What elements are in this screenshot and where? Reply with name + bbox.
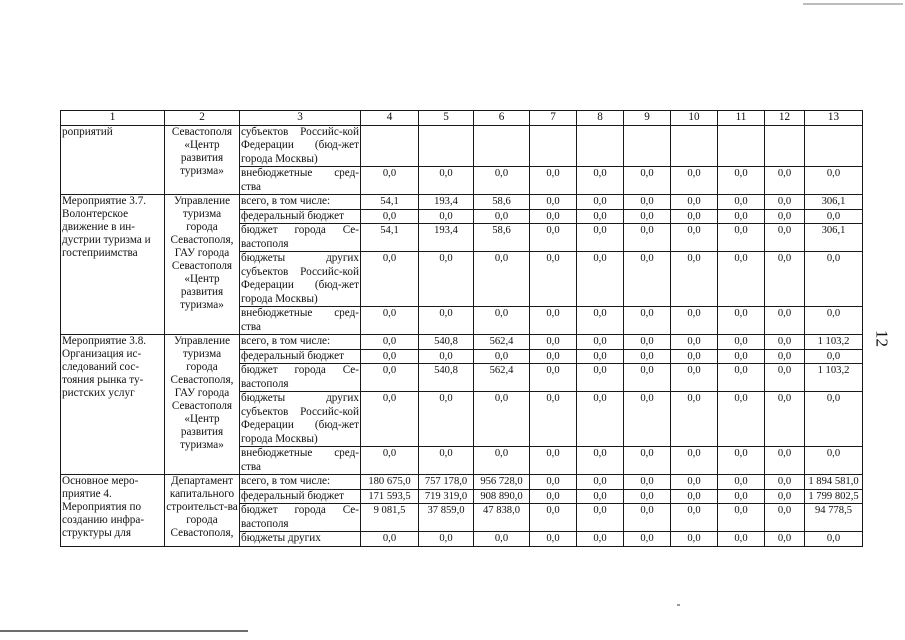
year-value-cell bbox=[474, 125, 530, 167]
year-value-cell: 0,0 bbox=[530, 489, 577, 504]
year-value-cell: 0,0 bbox=[577, 504, 624, 532]
year-value-cell: 0,0 bbox=[577, 364, 624, 392]
year-value-cell: 0,0 bbox=[765, 209, 805, 224]
year-value-cell: 719 319,0 bbox=[419, 489, 474, 504]
col-header: 13 bbox=[805, 111, 863, 126]
col-header: 9 bbox=[624, 111, 671, 126]
col-header: 6 bbox=[474, 111, 530, 126]
year-value-cell: 0,0 bbox=[718, 209, 765, 224]
year-value-cell: 0,0 bbox=[765, 307, 805, 335]
total-value-cell: 0,0 bbox=[805, 392, 863, 447]
year-value-cell: 0,0 bbox=[718, 195, 765, 210]
year-value-cell bbox=[419, 125, 474, 167]
year-value-cell: 0,0 bbox=[718, 447, 765, 475]
year-value-cell: 0,0 bbox=[577, 167, 624, 195]
year-value-cell: 0,0 bbox=[361, 252, 419, 307]
year-value-cell: 0,0 bbox=[577, 195, 624, 210]
year-value-cell: 540,8 bbox=[419, 335, 474, 350]
year-value-cell: 757 178,0 bbox=[419, 475, 474, 490]
year-value-cell: 0,0 bbox=[624, 489, 671, 504]
year-value-cell: 37 859,0 bbox=[419, 504, 474, 532]
top-edge-mark bbox=[803, 3, 903, 5]
year-value-cell: 0,0 bbox=[718, 224, 765, 252]
event-name-cell: роприятий bbox=[61, 125, 165, 195]
year-value-cell bbox=[530, 125, 577, 167]
funding-source-cell: бюджет города Се-вастополя bbox=[241, 504, 359, 530]
col-header: 1 bbox=[61, 111, 165, 126]
year-value-cell: 0,0 bbox=[624, 364, 671, 392]
total-value-cell: 0,0 bbox=[805, 307, 863, 335]
year-value-cell: 0,0 bbox=[577, 447, 624, 475]
year-value-cell: 0,0 bbox=[765, 364, 805, 392]
year-value-cell: 0,0 bbox=[624, 335, 671, 350]
col-header: 11 bbox=[718, 111, 765, 126]
year-value-cell: 0,0 bbox=[765, 167, 805, 195]
total-value-cell: 0,0 bbox=[805, 252, 863, 307]
executor-cell: Управление туризма города Севастополя, ГАУ города Севастополя «Центр развития туризма» bbox=[165, 195, 240, 335]
year-value-cell: 0,0 bbox=[474, 532, 530, 547]
year-value-cell: 0,0 bbox=[577, 307, 624, 335]
year-value-cell: 0,0 bbox=[361, 392, 419, 447]
year-value-cell: 0,0 bbox=[474, 307, 530, 335]
year-value-cell: 0,0 bbox=[577, 392, 624, 447]
year-value-cell: 0,0 bbox=[765, 392, 805, 447]
year-value-cell: 0,0 bbox=[474, 209, 530, 224]
col-header: 8 bbox=[577, 111, 624, 126]
year-value-cell: 0,0 bbox=[765, 335, 805, 350]
year-value-cell: 0,0 bbox=[671, 335, 718, 350]
year-value-cell: 0,0 bbox=[474, 349, 530, 364]
year-value-cell: 0,0 bbox=[474, 252, 530, 307]
year-value-cell bbox=[765, 125, 805, 167]
year-value-cell bbox=[624, 125, 671, 167]
total-value-cell: 0,0 bbox=[805, 167, 863, 195]
funding-source-cell: федеральный бюджет bbox=[240, 209, 361, 224]
year-value-cell: 0,0 bbox=[530, 532, 577, 547]
year-value-cell: 0,0 bbox=[361, 335, 419, 350]
scan-speck bbox=[677, 604, 680, 606]
year-value-cell: 0,0 bbox=[577, 475, 624, 490]
year-value-cell: 0,0 bbox=[624, 532, 671, 547]
year-value-cell: 0,0 bbox=[624, 392, 671, 447]
year-value-cell: 0,0 bbox=[419, 532, 474, 547]
year-value-cell: 58,6 bbox=[474, 224, 530, 252]
year-value-cell: 47 838,0 bbox=[474, 504, 530, 532]
year-value-cell: 0,0 bbox=[577, 335, 624, 350]
year-value-cell: 0,0 bbox=[361, 349, 419, 364]
event-name-cell: Основное меро-приятие 4. Мероприятия по созданию инфра-структуры для bbox=[61, 475, 165, 547]
year-value-cell: 0,0 bbox=[624, 307, 671, 335]
year-value-cell: 0,0 bbox=[577, 489, 624, 504]
year-value-cell: 0,0 bbox=[718, 335, 765, 350]
funding-source-cell: федеральный бюджет bbox=[240, 489, 361, 504]
year-value-cell: 0,0 bbox=[361, 532, 419, 547]
col-header: 2 bbox=[165, 111, 240, 126]
total-value-cell: 306,1 bbox=[805, 224, 863, 252]
page-number: 12 bbox=[872, 330, 892, 347]
total-value-cell: 0,0 bbox=[805, 209, 863, 224]
col-header: 12 bbox=[765, 111, 805, 126]
funding-source-cell: бюджеты других bbox=[240, 532, 361, 547]
year-value-cell: 0,0 bbox=[530, 167, 577, 195]
total-value-cell: 0,0 bbox=[805, 349, 863, 364]
funding-source-cell: внебюджетные сред-ства bbox=[241, 167, 359, 193]
year-value-cell: 0,0 bbox=[718, 475, 765, 490]
year-value-cell: 0,0 bbox=[577, 349, 624, 364]
total-value-cell: 306,1 bbox=[805, 195, 863, 210]
table-row bbox=[61, 125, 863, 167]
year-value-cell: 0,0 bbox=[718, 364, 765, 392]
year-value-cell: 0,0 bbox=[765, 252, 805, 307]
year-value-cell: 0,0 bbox=[624, 447, 671, 475]
funding-source-cell: внебюджетные сред-ства bbox=[241, 307, 359, 333]
executor-cell: Департамент капитального строительст-ва города Севастополя, bbox=[165, 475, 240, 547]
funding-source-cell: бюджеты других субъектов Российс-кой Федерации (бюд-жет города Москвы) bbox=[241, 252, 359, 305]
year-value-cell: 0,0 bbox=[765, 349, 805, 364]
year-value-cell: 0,0 bbox=[530, 335, 577, 350]
year-value-cell bbox=[361, 125, 419, 167]
table-row bbox=[61, 335, 863, 350]
total-value-cell: 0,0 bbox=[805, 532, 863, 547]
year-value-cell: 0,0 bbox=[718, 307, 765, 335]
year-value-cell: 0,0 bbox=[718, 489, 765, 504]
year-value-cell: 0,0 bbox=[474, 392, 530, 447]
year-value-cell: 0,0 bbox=[530, 364, 577, 392]
total-value-cell: 1 799 802,5 bbox=[805, 489, 863, 504]
year-value-cell bbox=[671, 125, 718, 167]
col-header: 7 bbox=[530, 111, 577, 126]
year-value-cell: 54,1 bbox=[361, 224, 419, 252]
year-value-cell: 171 593,5 bbox=[361, 489, 419, 504]
table-row bbox=[61, 195, 863, 210]
year-value-cell: 193,4 bbox=[419, 195, 474, 210]
year-value-cell: 0,0 bbox=[624, 209, 671, 224]
year-value-cell: 0,0 bbox=[530, 224, 577, 252]
year-value-cell: 0,0 bbox=[765, 504, 805, 532]
year-value-cell: 0,0 bbox=[765, 195, 805, 210]
event-name-cell: Мероприятие 3.8. Организация ис-следований сос-тояния рынка ту-ристских услуг bbox=[61, 335, 165, 475]
table-row bbox=[61, 475, 863, 490]
funding-source-cell: всего, в том числе: bbox=[240, 335, 361, 350]
year-value-cell: 0,0 bbox=[530, 475, 577, 490]
year-value-cell: 0,0 bbox=[624, 504, 671, 532]
year-value-cell: 0,0 bbox=[765, 447, 805, 475]
year-value-cell: 0,0 bbox=[361, 209, 419, 224]
col-header: 10 bbox=[671, 111, 718, 126]
total-value-cell: 0,0 bbox=[805, 447, 863, 475]
year-value-cell: 0,0 bbox=[671, 532, 718, 547]
executor-cell: Управление туризма города Севастополя, ГАУ города Севастополя «Центр развития туризма» bbox=[165, 335, 240, 475]
year-value-cell: 0,0 bbox=[624, 252, 671, 307]
year-value-cell: 0,0 bbox=[474, 447, 530, 475]
year-value-cell: 0,0 bbox=[765, 489, 805, 504]
year-value-cell: 0,0 bbox=[671, 504, 718, 532]
year-value-cell: 0,0 bbox=[419, 447, 474, 475]
year-value-cell: 0,0 bbox=[577, 209, 624, 224]
bottom-edge-mark bbox=[0, 630, 248, 632]
total-value-cell: 1 103,2 bbox=[805, 335, 863, 350]
year-value-cell: 0,0 bbox=[671, 475, 718, 490]
year-value-cell: 0,0 bbox=[765, 475, 805, 490]
year-value-cell: 9 081,5 bbox=[361, 504, 419, 532]
budget-table bbox=[60, 110, 863, 547]
year-value-cell: 0,0 bbox=[361, 364, 419, 392]
year-value-cell: 0,0 bbox=[671, 209, 718, 224]
year-value-cell: 180 675,0 bbox=[361, 475, 419, 490]
year-value-cell: 0,0 bbox=[577, 532, 624, 547]
year-value-cell: 562,4 bbox=[474, 364, 530, 392]
column-number-row bbox=[61, 111, 863, 126]
funding-source-cell: бюджет города Се-вастополя bbox=[241, 224, 359, 250]
funding-source-cell: внебюджетные сред-ства bbox=[241, 447, 359, 473]
funding-source-cell: всего, в том числе: bbox=[240, 195, 361, 210]
year-value-cell: 193,4 bbox=[419, 224, 474, 252]
year-value-cell: 0,0 bbox=[718, 504, 765, 532]
year-value-cell: 0,0 bbox=[671, 252, 718, 307]
year-value-cell: 0,0 bbox=[671, 167, 718, 195]
year-value-cell: 0,0 bbox=[419, 167, 474, 195]
year-value-cell: 0,0 bbox=[671, 489, 718, 504]
year-value-cell: 0,0 bbox=[671, 307, 718, 335]
year-value-cell: 0,0 bbox=[530, 504, 577, 532]
year-value-cell: 0,0 bbox=[671, 195, 718, 210]
executor-cell: Севастополя «Центр развития туризма» bbox=[165, 125, 240, 195]
year-value-cell: 0,0 bbox=[419, 209, 474, 224]
funding-source-cell: всего, в том числе: bbox=[240, 475, 361, 490]
year-value-cell: 0,0 bbox=[671, 447, 718, 475]
year-value-cell: 0,0 bbox=[530, 447, 577, 475]
year-value-cell: 0,0 bbox=[765, 224, 805, 252]
funding-source-cell: федеральный бюджет bbox=[240, 349, 361, 364]
year-value-cell: 0,0 bbox=[671, 364, 718, 392]
year-value-cell: 908 890,0 bbox=[474, 489, 530, 504]
year-value-cell: 0,0 bbox=[624, 167, 671, 195]
year-value-cell: 0,0 bbox=[530, 252, 577, 307]
total-value-cell bbox=[805, 125, 863, 167]
year-value-cell: 0,0 bbox=[718, 349, 765, 364]
funding-source-cell: бюджет города Се-вастополя bbox=[241, 364, 359, 390]
event-name-cell: Мероприятие 3.7. Волонтерское движение в ин-дустрии туризма и гостеприимства bbox=[61, 195, 165, 335]
funding-source-cell: субъектов Российс-кой Федерации (бюд-жет города Москвы) bbox=[241, 125, 359, 165]
year-value-cell: 540,8 bbox=[419, 364, 474, 392]
year-value-cell: 0,0 bbox=[624, 195, 671, 210]
year-value-cell: 0,0 bbox=[474, 167, 530, 195]
year-value-cell: 0,0 bbox=[577, 224, 624, 252]
funding-source-cell: бюджеты других субъектов Российс-кой Федерации (бюд-жет города Москвы) bbox=[241, 392, 359, 445]
year-value-cell bbox=[718, 125, 765, 167]
year-value-cell: 0,0 bbox=[577, 252, 624, 307]
year-value-cell: 0,0 bbox=[718, 167, 765, 195]
col-header: 3 bbox=[240, 111, 361, 126]
year-value-cell: 0,0 bbox=[624, 475, 671, 490]
year-value-cell: 0,0 bbox=[671, 224, 718, 252]
year-value-cell: 54,1 bbox=[361, 195, 419, 210]
total-value-cell: 1 103,2 bbox=[805, 364, 863, 392]
year-value-cell: 0,0 bbox=[361, 167, 419, 195]
year-value-cell: 0,0 bbox=[718, 252, 765, 307]
year-value-cell: 58,6 bbox=[474, 195, 530, 210]
year-value-cell: 562,4 bbox=[474, 335, 530, 350]
year-value-cell: 0,0 bbox=[419, 392, 474, 447]
year-value-cell: 0,0 bbox=[530, 349, 577, 364]
year-value-cell: 0,0 bbox=[530, 307, 577, 335]
year-value-cell: 0,0 bbox=[530, 392, 577, 447]
year-value-cell: 0,0 bbox=[419, 252, 474, 307]
year-value-cell: 0,0 bbox=[718, 392, 765, 447]
table-body bbox=[61, 111, 863, 547]
year-value-cell: 0,0 bbox=[624, 349, 671, 364]
col-header: 4 bbox=[361, 111, 419, 126]
total-value-cell: 94 778,5 bbox=[805, 504, 863, 532]
year-value-cell: 0,0 bbox=[671, 349, 718, 364]
year-value-cell: 0,0 bbox=[361, 307, 419, 335]
year-value-cell: 0,0 bbox=[361, 447, 419, 475]
year-value-cell: 0,0 bbox=[624, 224, 671, 252]
year-value-cell: 0,0 bbox=[671, 392, 718, 447]
year-value-cell: 0,0 bbox=[530, 209, 577, 224]
year-value-cell: 0,0 bbox=[718, 532, 765, 547]
year-value-cell: 956 728,0 bbox=[474, 475, 530, 490]
year-value-cell: 0,0 bbox=[765, 532, 805, 547]
col-header: 5 bbox=[419, 111, 474, 126]
year-value-cell: 0,0 bbox=[530, 195, 577, 210]
year-value-cell: 0,0 bbox=[419, 349, 474, 364]
year-value-cell bbox=[577, 125, 624, 167]
year-value-cell: 0,0 bbox=[419, 307, 474, 335]
total-value-cell: 1 894 581,0 bbox=[805, 475, 863, 490]
